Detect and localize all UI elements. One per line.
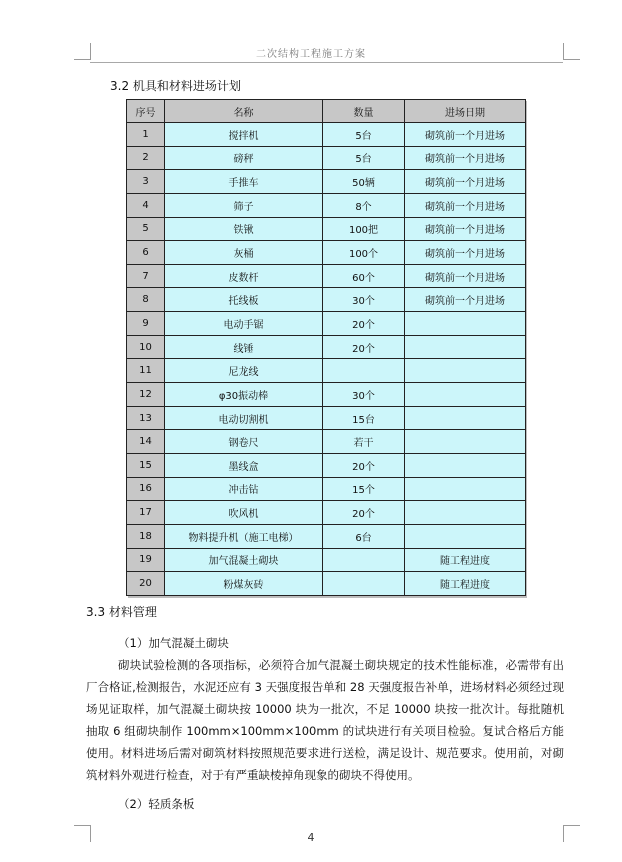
cell-no: 20	[127, 572, 165, 596]
cell-name: 吹风机	[165, 501, 323, 525]
cell-date	[405, 335, 526, 359]
cell-date: 砌筑前一个月进场	[405, 170, 526, 194]
table-row	[127, 477, 526, 501]
cell-qty: 100个	[323, 241, 405, 265]
table-row	[127, 123, 526, 147]
cell-qty: 6台	[323, 524, 405, 548]
cell-name: 电动切割机	[165, 406, 323, 430]
table-row	[127, 453, 526, 477]
page-header: 二次结构工程施工方案	[256, 49, 366, 60]
header-rule	[90, 62, 563, 63]
cell-no: 12	[127, 383, 165, 407]
cell-name: 铁锹	[165, 217, 323, 241]
cell-date	[405, 453, 526, 477]
cell-date: 砌筑前一个月进场	[405, 146, 526, 170]
cell-qty	[323, 359, 405, 383]
cell-date: 砌筑前一个月进场	[405, 288, 526, 312]
cell-date: 砌筑前一个月进场	[405, 264, 526, 288]
cell-name: 搅拌机	[165, 123, 323, 147]
table-row	[127, 241, 526, 265]
header-date: 进场日期	[405, 100, 526, 123]
cell-qty: 15个	[323, 477, 405, 501]
equipment-plan-table	[126, 99, 526, 596]
cell-date: 砌筑前一个月进场	[405, 241, 526, 265]
aerated-block-paragraph: 砌块试验检测的各项指标，必须符合加气混凝土砌块规定的技术性能标准，必需带有出厂合格证,检测报告，水泥还应有 3 天强度报告单和 28 天强度报告补单，进场材料必须经过现场见证取样，加气混凝土砌块按 10000 块为一批次，不足 10000 块按一批次计。每批随机抽取 6 组砌块制作 100mm×100mm×100mm 的试块进行有关项目检验。复试合格后方能使用。材料进场后需对砌筑材料按照规范要求进行送检，满足设计、规范要求。使用前，对砌筑材料外观进行检查，对于有严重缺棱掉角现象的砌块不得使用。	[86, 658, 564, 782]
cell-date: 砌筑前一个月进场	[405, 123, 526, 147]
subsection-title-light-panel: （2）轻质条板	[118, 797, 195, 811]
cell-qty: 5台	[323, 146, 405, 170]
cell-no: 11	[127, 359, 165, 383]
subsection-title-aerated-block: （1）加气混凝土砌块	[118, 636, 229, 650]
page-number: 4	[307, 831, 315, 844]
cell-qty: 50辆	[323, 170, 405, 194]
table-row	[127, 501, 526, 525]
cell-qty: 若干	[323, 430, 405, 454]
section-title-3-3: 3.3 材料管理	[86, 605, 157, 619]
cell-no: 18	[127, 524, 165, 548]
cell-qty: 20个	[323, 501, 405, 525]
cell-qty	[323, 548, 405, 572]
table-header-row	[127, 100, 526, 123]
table-row	[127, 548, 526, 572]
cell-name: 皮数杆	[165, 264, 323, 288]
cell-no: 9	[127, 312, 165, 336]
cell-date: 砌筑前一个月进场	[405, 217, 526, 241]
cell-name: 托线板	[165, 288, 323, 312]
equipment-table-wrapper	[126, 99, 525, 596]
table-row	[127, 146, 526, 170]
cell-qty: 20个	[323, 312, 405, 336]
cell-date: 随工程进度	[405, 572, 526, 596]
cell-no: 8	[127, 288, 165, 312]
cell-no: 16	[127, 477, 165, 501]
cell-no: 14	[127, 430, 165, 454]
cell-name: φ30振动棒	[165, 383, 323, 407]
section-title-3-2: 3.2 机具和材料进场计划	[110, 79, 241, 93]
cell-no: 1	[127, 123, 165, 147]
table-row	[127, 264, 526, 288]
cell-qty: 30个	[323, 288, 405, 312]
cell-no: 17	[127, 501, 165, 525]
cell-name: 电动手锯	[165, 312, 323, 336]
cell-date: 随工程进度	[405, 548, 526, 572]
cell-name: 粉煤灰砖	[165, 572, 323, 596]
table-row	[127, 312, 526, 336]
cell-date	[405, 312, 526, 336]
header-name: 名称	[165, 100, 323, 123]
cell-qty: 8个	[323, 193, 405, 217]
cell-no: 13	[127, 406, 165, 430]
cell-no: 10	[127, 335, 165, 359]
cell-name: 手推车	[165, 170, 323, 194]
cell-date	[405, 359, 526, 383]
cell-date	[405, 524, 526, 548]
cell-qty: 100把	[323, 217, 405, 241]
table-row	[127, 383, 526, 407]
cell-date	[405, 430, 526, 454]
table-row	[127, 406, 526, 430]
table-row	[127, 524, 526, 548]
table-row	[127, 170, 526, 194]
table-row	[127, 572, 526, 596]
cell-name: 尼龙线	[165, 359, 323, 383]
cell-name: 物料提升机（施工电梯）	[165, 524, 323, 548]
cell-no: 19	[127, 548, 165, 572]
cell-name: 冲击钻	[165, 477, 323, 501]
cell-name: 灰桶	[165, 241, 323, 265]
cell-no: 5	[127, 217, 165, 241]
cell-name: 筛子	[165, 193, 323, 217]
cell-qty: 60个	[323, 264, 405, 288]
table-row	[127, 359, 526, 383]
header-qty: 数量	[323, 100, 405, 123]
cell-qty: 30个	[323, 383, 405, 407]
cell-name: 加气混凝土砌块	[165, 548, 323, 572]
table-row	[127, 288, 526, 312]
cell-no: 3	[127, 170, 165, 194]
cell-no: 4	[127, 193, 165, 217]
cell-date: 砌筑前一个月进场	[405, 193, 526, 217]
cell-qty: 20个	[323, 453, 405, 477]
cell-no: 15	[127, 453, 165, 477]
cell-no: 7	[127, 264, 165, 288]
cell-name: 墨线盒	[165, 453, 323, 477]
table-row	[127, 217, 526, 241]
table-row	[127, 430, 526, 454]
cell-date	[405, 406, 526, 430]
cell-qty: 5台	[323, 123, 405, 147]
cell-no: 2	[127, 146, 165, 170]
cell-no: 6	[127, 241, 165, 265]
header-no: 序号	[127, 100, 165, 123]
cell-date	[405, 501, 526, 525]
cell-date	[405, 477, 526, 501]
cell-qty: 15台	[323, 406, 405, 430]
cell-name: 线锤	[165, 335, 323, 359]
table-row	[127, 335, 526, 359]
cell-qty: 20个	[323, 335, 405, 359]
cell-name: 钢卷尺	[165, 430, 323, 454]
table-row	[127, 193, 526, 217]
cell-date	[405, 383, 526, 407]
cell-qty	[323, 572, 405, 596]
cell-name: 磅秤	[165, 146, 323, 170]
